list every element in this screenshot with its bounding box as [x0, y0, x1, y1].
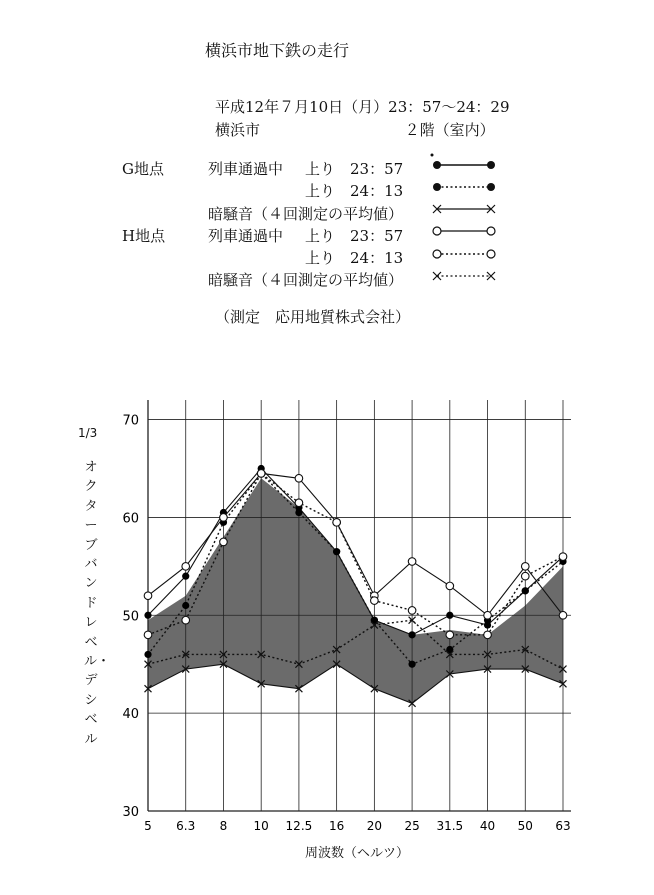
data-point: [521, 572, 529, 580]
y-tick-label: 50: [122, 609, 139, 625]
data-point: [408, 607, 416, 615]
legend-dir-0: 上り: [305, 160, 336, 178]
y-axis-label: オクターブバンドレベル・デシベル: [84, 460, 111, 747]
legend-label-5: 暗騒音（４回測定の平均値）: [208, 271, 404, 289]
data-point: [484, 611, 492, 619]
x-axis-label: 周波数（ヘルツ）: [305, 846, 410, 861]
measurement-credit: （測定 応用地質株式会社）: [215, 308, 411, 326]
data-point: [295, 499, 303, 507]
y-tick-label: 70: [122, 413, 139, 429]
x-tick-label: 31.5: [436, 819, 464, 833]
x-tick-label: 12.5: [285, 819, 313, 833]
data-point: [295, 474, 303, 482]
data-point: [446, 631, 454, 639]
page-title: 横浜市地下鉄の走行: [205, 41, 350, 60]
data-point: [522, 587, 529, 594]
data-point: [521, 563, 529, 571]
data-point: [333, 519, 341, 527]
legend-time-1: 24：13: [350, 182, 404, 200]
data-point: [220, 538, 228, 546]
data-point: [182, 616, 190, 624]
data-point: [446, 612, 453, 619]
data-point: [220, 514, 228, 522]
measurement-date: 平成12年７月10日（月）23：57〜24：29: [215, 98, 510, 116]
x-tick-label: 16: [328, 819, 345, 833]
y-tick-label: 60: [122, 511, 139, 527]
x-tick-label: 10: [253, 819, 269, 833]
data-point: [182, 563, 190, 571]
place-suffix: ２階（室内）: [404, 121, 495, 139]
legend-label-2: 暗騒音（４回測定の平均値）: [208, 205, 404, 223]
legend-time-4: 24：13: [350, 249, 404, 267]
data-point: [295, 509, 302, 516]
legend-dir-1: 上り: [305, 182, 336, 200]
x-tick-label: 63: [555, 819, 571, 833]
data-point: [144, 651, 151, 658]
y-tick-label: 40: [122, 707, 139, 723]
data-point: [408, 558, 416, 566]
x-tick-label: 5: [144, 819, 152, 833]
x-tick-label: 50: [517, 819, 533, 833]
data-point: [446, 582, 454, 590]
place-prefix: 横浜市: [215, 121, 261, 139]
x-tick-label: 40: [479, 819, 496, 833]
legend-point-g: G地点: [122, 160, 164, 178]
data-point: [333, 548, 340, 555]
x-tick-label: 20: [366, 819, 383, 833]
legend-label-3: 列車通過中: [208, 227, 284, 245]
legend-time-0: 23：57: [350, 160, 404, 178]
data-point: [408, 631, 415, 638]
data-point: [182, 573, 189, 580]
legend-dir-4: 上り: [305, 249, 336, 267]
legend-label-0: 列車通過中: [208, 160, 284, 178]
data-point: [559, 553, 567, 561]
x-tick-label: 8: [219, 819, 228, 833]
data-point: [257, 470, 265, 478]
legend-dir-3: 上り: [305, 227, 336, 245]
x-tick-label: 25: [404, 819, 420, 833]
legend-point-h: H地点: [122, 227, 166, 245]
data-point: [182, 602, 189, 609]
data-point: [144, 612, 151, 619]
data-point: [371, 597, 379, 605]
data-point: [408, 661, 415, 668]
data-point: [484, 631, 492, 639]
data-point: [144, 592, 152, 600]
x-tick-label: 6.3: [176, 819, 196, 833]
legend-time-3: 23：57: [350, 227, 404, 245]
y-axis-prefix: 1/3: [78, 426, 98, 440]
y-tick-label: 30: [122, 805, 139, 820]
data-point: [144, 631, 152, 639]
data-point: [559, 611, 567, 619]
